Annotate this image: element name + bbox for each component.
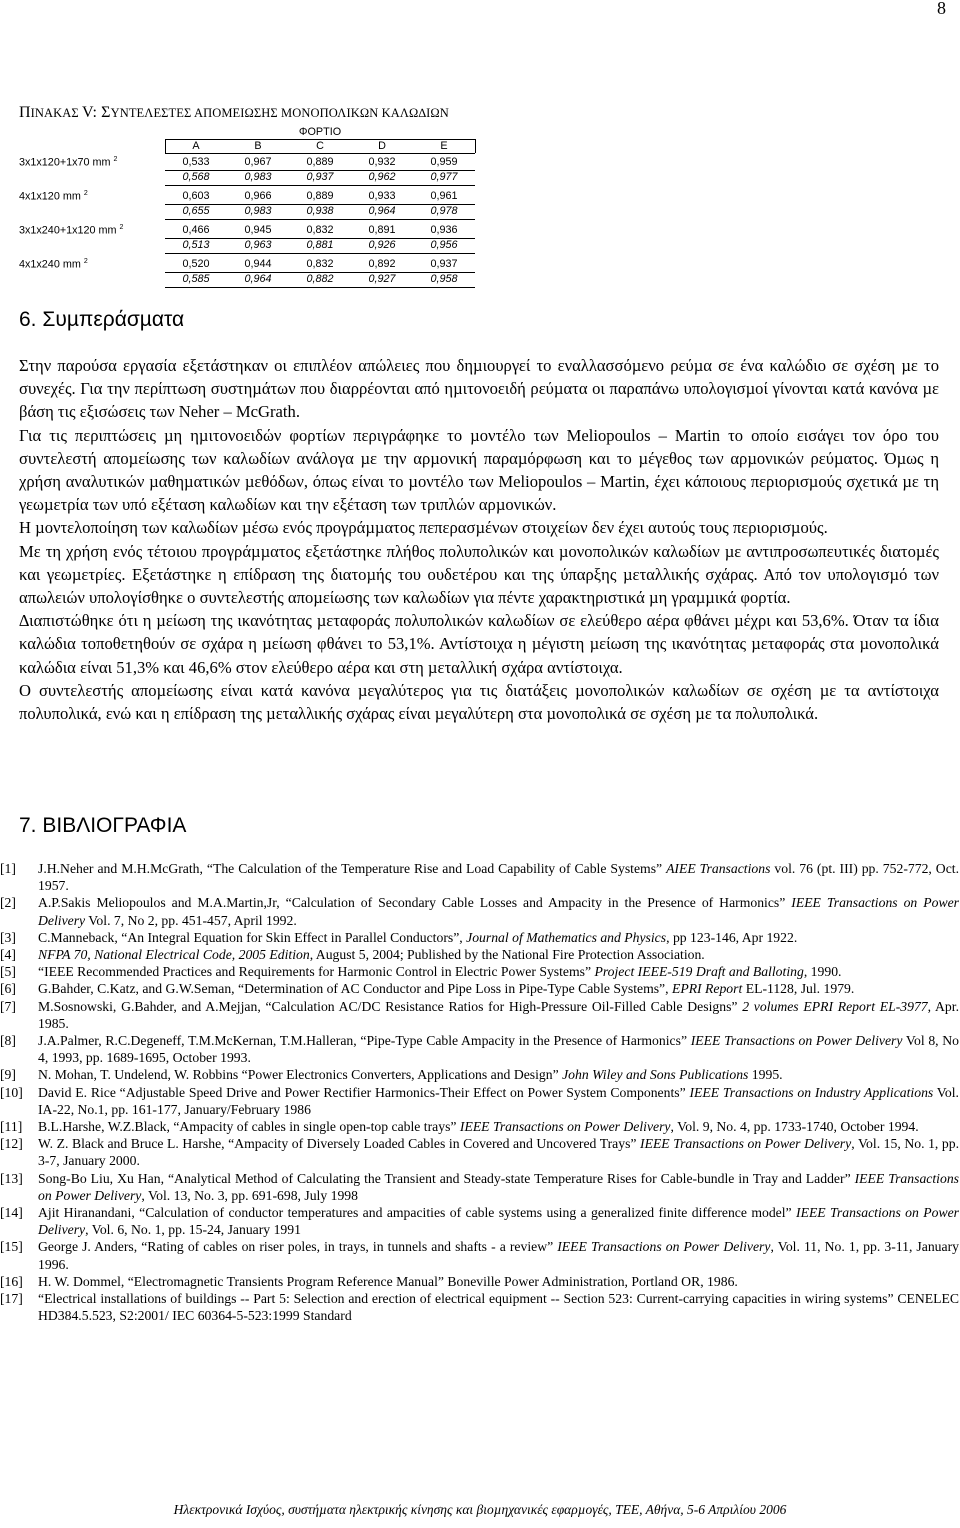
table-cell: 0,603 xyxy=(182,190,210,202)
reference-number: [1] xyxy=(0,861,16,876)
table-cell: 0,832 xyxy=(306,224,334,236)
reference-source: John Wiley and Sons Publications xyxy=(562,1067,749,1083)
table-cell: 0,533 xyxy=(182,156,210,168)
table-title-part: ΙΝΑΚΑΣ xyxy=(30,106,83,120)
table-cell-italic: 0,956 xyxy=(430,239,458,251)
table-cell: 0,945 xyxy=(244,224,272,236)
reference-source: IEEE Transactions on Power Delivery xyxy=(690,1033,903,1049)
reference-source: IEEE Transactions on Power Delivery xyxy=(38,895,959,928)
reference-details: , Vol. 11, No. 1, pp. 3-11, January 1996. xyxy=(38,1239,960,1272)
reference-source: 2 volumes EPRI Report EL-3977 xyxy=(742,998,928,1014)
table-cell-italic: 0,568 xyxy=(182,171,210,183)
table-title-part: V: Σ xyxy=(82,104,111,121)
reference-text: “Electrical installations of buildings -- Part 5: Selection and erection of electrical equipment -- Section 523: Current-carrying capacities in wiring systems” CENELEC HD384.5.523, S2:2001/ IEC 60364-5-523:1999 Standard xyxy=(38,1291,959,1324)
table-column-header: D xyxy=(378,140,386,152)
reference-details: , pp 123-146, Apr 1922. xyxy=(666,929,798,945)
reference-number: [5] xyxy=(0,964,16,980)
table-cell: 0,933 xyxy=(368,190,396,202)
table-cell: 0,832 xyxy=(306,258,334,270)
table-cell-italic: 0,513 xyxy=(182,239,210,251)
table-cell-italic: 0,938 xyxy=(306,205,334,217)
reference-source: EPRI Report xyxy=(671,981,743,997)
table-row-label xyxy=(19,258,88,271)
reference-number: [7] xyxy=(0,998,16,1014)
table-rule xyxy=(165,219,475,220)
reference-text: N. Mohan, T. Undelend, W. Robbins “Power Electronics Converters, Applications and Design” xyxy=(38,1067,563,1083)
reference-details: , Vol. 9, No. 4, pp. 1733-1740, October 1994. xyxy=(670,1119,919,1135)
reference-source: IEEE Transactions on Power Delivery xyxy=(38,1205,959,1238)
table-cell-italic: 0,881 xyxy=(306,239,334,251)
reference-number: [2] xyxy=(0,895,16,911)
reference-text: G.Bahder, C.Katz, and G.W.Seman, “Determination of AC Conductor and Pipe Loss in Pipe-Type Cable Systems”, xyxy=(38,981,672,997)
body-paragraph: Ο συντελεστής αποµείωσης είναι κατά κανόνα µεγαλύτερος για τις διατάξεις µονοπολικών καλωδίων σε σχέση µε τα αντίστοιχα πολυπολικά, ενώ και η επίδραση της µεταλλικής σχάρας είναι µεγαλύτερη στα µονοπολικά σε σχέση µε τα πολυπολικά. xyxy=(19,680,939,724)
reference-item xyxy=(0,1066,959,1083)
reference-text: “IEEE Recommended Practices and Requirements for Harmonic Control in Electric Power Systems” xyxy=(38,964,595,980)
reference-number: [17] xyxy=(0,1291,23,1307)
reference-text: A.P.Sakis Meliopoulos and M.A.Martin,Jr, “Calculation of Secondary Cable Losses and Ampacity in the Presence of Harmonics” xyxy=(38,895,792,911)
body-paragraph: Για τις περιπτώσεις µη ηµιτονοειδών φορτίων περιγράφηκε το µοντέλο των Meliopoulos – Martin το οποίο εισάγει τον όρο του συντελεστή αποµείωσης των καλωδίων ανάλογα µε την αρµονική παραµόρφωση και το µέγεθος των αρµονικών ρεύµατος. Όµως η χρήση αναλυτικών µαθηµατικών µεθόδων, όπως είναι το µοντέλο των Meliopoulos – Martin, έχει κάποιους περιορισµούς σχετικά µε τη γεωµετρία των υπό εξέταση καλωδίων και την εξέταση των τριπλών αρµονικών. xyxy=(19,425,939,515)
table-row-label xyxy=(19,190,88,203)
reference-source: Project IEEE-519 Draft and Balloting xyxy=(594,964,804,980)
reference-text: W. Z. Black and Bruce L. Harshe, “Ampacity of Diversely Loaded Cables in Covered and Uncovered Trays” xyxy=(38,1136,641,1152)
reference-text: Ajit Hiranandani, “Calculation of conductor temperatures and ampacities of cable systems using a generalized finite difference model” xyxy=(38,1205,797,1221)
reference-details: Vol 8, No 4, 1993, pp. 1689-1695, October 1993. xyxy=(38,1033,960,1066)
reference-source: IEEE Transactions on Industry Applications xyxy=(689,1084,934,1100)
row-label-superscript: 2 xyxy=(119,224,124,231)
body-paragraph: ∆ιαπιστώθηκε ότι η µείωση της ικανότητας µεταφοράς πολυπολικών καλωδίων σε ελεύθερο αέρα φθάνει µέχρι και 53,6%. Όταν τα ίδια καλώδια τοποθετηθούν σε σχάρα η µείωση φθάνει το 53,1%. Αντίστοιχα η µέγιστη µείωση της ικανότητας µεταφοράς στα µονοπολικά καλώδια είναι 51,3% και 46,6% στον ελεύθερο αέρα και στη µεταλλική σχάρα αντίστοιχα. xyxy=(19,611,939,677)
row-label-text: 3x1x120+1x70 mm xyxy=(19,156,111,169)
table-cell: 0,961 xyxy=(430,190,458,202)
table-cell: 0,966 xyxy=(244,190,272,202)
table-rule xyxy=(165,272,475,273)
table-cell: 0,937 xyxy=(430,258,458,270)
reference-item xyxy=(0,1238,960,1272)
section-6-heading: 6. Συµπεράσµατα xyxy=(19,308,185,331)
table-cell-italic: 0,983 xyxy=(244,171,272,183)
reference-text: B.L.Harshe, W.Z.Black, “Ampacity of cables in single open-top cable trays” xyxy=(38,1119,460,1135)
table-cell: 0,520 xyxy=(182,258,210,270)
reference-item xyxy=(0,1170,959,1204)
reference-text: David E. Rice “Adjustable Speed Drive and Power Rectifier Harmonics-Their Effect on Power System Components” xyxy=(38,1084,690,1100)
table-cell: 0,889 xyxy=(306,156,334,168)
section-6-body xyxy=(19,354,939,725)
reference-details: 1995. xyxy=(748,1067,783,1083)
table-cell-italic: 0,964 xyxy=(368,205,396,217)
reference-details: , Vol. 6, No. 1, pp. 15-24, January 1991 xyxy=(85,1222,301,1238)
table-cell: 0,892 xyxy=(368,258,396,270)
page-footer: Ηλεκτρονικά Ισχύος, συστήµατα ηλεκτρικής κίνησης και βιοµηχανικές εφαρµογές, ΤΕΕ, Αθήνα, 5-6 Απριλίου 2006 xyxy=(173,1502,787,1517)
reference-item xyxy=(0,963,959,980)
reference-number: [3] xyxy=(0,929,16,945)
reference-text: C.Manneback, “An Integral Equation for Skin Effect in Parallel Conductors”, xyxy=(38,929,467,945)
table-row-label xyxy=(19,224,123,237)
table-rule xyxy=(165,185,475,186)
reference-text: George J. Anders, “Rating of cables on riser poles, in trays, in tunnels and shafts - a review” xyxy=(38,1239,558,1255)
reference-details: vol. 76 (pt. III) pp. 752-772, Oct. 1957. xyxy=(38,861,959,894)
section-7-heading: 7. ΒΙΒΛΙΟΓΡΑΦΙΑ xyxy=(19,814,187,837)
table-cell-italic: 0,882 xyxy=(306,273,334,285)
reference-number: [9] xyxy=(0,1067,16,1083)
body-paragraph: Στην παρούσα εργασία εξετάστηκαν οι επιπλέον απώλειες που δηµιουργεί το εναλλασσόµενο ρεύµα σε ένα καλώδιο σε σχέση µε το συνεχές. Για την περίπτωση συστηµάτων που διαρρέονται από ηµιτονοειδή ρεύµατα οι παραπάνω υπολογισµοί γίνονται κατά κανόνα µε βάση τις εξισώσεις των Neher – McGrath. xyxy=(19,356,939,422)
table-cell-italic: 0,927 xyxy=(368,273,396,285)
reference-source: IEEE Transactions on Power Delivery xyxy=(459,1119,671,1135)
body-paragraph: Η µοντελοποίηση των καλωδίων µέσω ενός προγράµµατος πεπερασµένων στοιχείων δεν έχει αυτούς τους περιορισµούς. xyxy=(19,518,828,538)
table-column-header: A xyxy=(192,140,200,152)
table-cell: 0,936 xyxy=(430,224,458,236)
reference-item xyxy=(0,860,959,894)
reference-number: [10] xyxy=(0,1084,23,1100)
table-cell-italic: 0,978 xyxy=(430,205,458,217)
reference-number: [16] xyxy=(0,1273,23,1289)
reference-details: , Vol. 15, No. 1, pp. 3-7, January 2000. xyxy=(38,1136,960,1169)
reference-item xyxy=(0,1084,959,1118)
table-column-header: B xyxy=(254,140,262,152)
row-label-text: 4x1x120 mm xyxy=(19,190,81,203)
reference-source: Journal of Mathematics and Physics xyxy=(466,929,667,945)
reference-details: , Apr. 1985. xyxy=(38,998,959,1031)
reference-details: EL-1128, Jul. 1979. xyxy=(742,981,855,997)
reference-number: [12] xyxy=(0,1136,23,1152)
row-label-superscript: 2 xyxy=(113,156,118,163)
reference-text: H. W. Dommel, “Electromagnetic Transients Program Reference Manual” Boneville Power Administration, Portland OR, 1986. xyxy=(38,1273,738,1289)
table-cell: 0,889 xyxy=(306,190,334,202)
reference-number: [6] xyxy=(0,981,16,997)
body-paragraph: Με τη χρήση ενός τέτοιου προγράµµατος εξετάστηκε πλήθος πολυπολικών και µονοπολικών καλωδίων µε αντιπροσωπευτικές διατοµές και γεωµετρίες. Εξετάστηκε η επίδραση της διατοµής του ουδετέρου και της ύπαρξης µεταλλικής σχάρας. Από τον υπολογισµό των απωλειών υπολογίσθηκε ο συντελεστής αποµείωσης των καλωδίων για πέντε χαρακτηριστικά µη γραµµικά φορτία. xyxy=(19,541,939,608)
row-label-text: 3x1x240+1x120 mm xyxy=(19,224,117,237)
table-rule xyxy=(165,204,475,205)
reference-number: [11] xyxy=(0,1119,23,1135)
reference-item xyxy=(0,1118,959,1135)
reference-details: , Vol. 13, No. 3, pp. 691-698, July 1998 xyxy=(141,1187,358,1203)
reference-item xyxy=(0,1204,959,1238)
table-cell-italic: 0,962 xyxy=(368,171,396,183)
reference-text: Song-Bo Liu, Xu Han, “Analytical Method of Calculating the Transient and Steady-state Temperature Rises for Cable-bundle in Tray and Ladder” xyxy=(38,1170,855,1186)
reference-number: [14] xyxy=(0,1205,23,1221)
reference-item xyxy=(0,1290,959,1324)
reference-number: [13] xyxy=(0,1170,23,1186)
table-title xyxy=(19,104,449,122)
reference-item xyxy=(0,980,959,997)
reference-item xyxy=(0,946,959,963)
table-rule xyxy=(165,170,475,171)
table-cell: 0,944 xyxy=(244,258,272,270)
table-rule xyxy=(165,238,475,239)
reference-number: [8] xyxy=(0,1033,16,1049)
table-row-label xyxy=(19,156,117,169)
reference-source: AIEE Transactions xyxy=(666,861,771,876)
reference-source: NFPA 70, National Electrical Code, 2005 Edition xyxy=(38,947,310,963)
table-cell-italic: 0,964 xyxy=(244,273,272,285)
reference-item xyxy=(0,1032,960,1066)
table-cell: 0,967 xyxy=(244,156,272,168)
reference-item xyxy=(0,1273,959,1290)
table-title-part: Π xyxy=(19,104,31,121)
reference-source: IEEE Transactions on Power Delivery xyxy=(38,1170,959,1203)
table-group-header: ΦΟΡΤΙΟ xyxy=(298,126,342,138)
row-label-superscript: 2 xyxy=(83,190,88,197)
table-cell-italic: 0,926 xyxy=(368,239,396,251)
table-column-header: E xyxy=(440,140,448,152)
reference-source: IEEE Transactions on Power Delivery xyxy=(640,1136,852,1152)
reference-source: IEEE Transactions on Power Delivery xyxy=(557,1239,771,1255)
table-cell: 0,932 xyxy=(368,156,396,168)
reference-item xyxy=(0,929,959,946)
row-label-text: 4x1x240 mm xyxy=(19,258,81,271)
table-cell-italic: 0,585 xyxy=(182,273,210,285)
page-number: 8 xyxy=(937,0,946,18)
reference-details: , August 5, 2004; Published by the National Fire Protection Association. xyxy=(309,947,705,963)
references-list xyxy=(0,860,960,1324)
reference-item xyxy=(0,998,959,1032)
reference-text: J.H.Neher and M.H.McGrath, “The Calculation of the Temperature Rise and Load Capability of Cable Systems” xyxy=(38,861,667,876)
table-cell-italic: 0,977 xyxy=(430,171,458,183)
reference-number: [4] xyxy=(0,947,16,963)
row-label-superscript: 2 xyxy=(83,258,88,265)
reference-item xyxy=(0,1135,960,1169)
table-rule xyxy=(165,287,475,288)
table-cell-italic: 0,983 xyxy=(244,205,272,217)
reference-details: Vol. 7, No 2, pp. 451-457, April 1992. xyxy=(85,912,297,928)
table-cell-italic: 0,937 xyxy=(306,171,334,183)
table-cell: 0,959 xyxy=(430,156,458,168)
reference-number: [15] xyxy=(0,1239,23,1255)
reference-details: , 1990. xyxy=(803,964,842,980)
table-cell-italic: 0,655 xyxy=(182,205,210,217)
table-cell-italic: 0,958 xyxy=(430,273,458,285)
table-title-part: ΥΝΤΕΛΕΣΤΕΣ ΑΠΟΜΕΙΩΣΗΣ ΜΟΝΟΠΟΛΙΚΩΝ ΚΑΛΩ∆ΙΩΝ xyxy=(110,106,449,120)
reference-details: Vol. IA-22, No.1, pp. 161-177, January/February 1986 xyxy=(38,1084,959,1117)
table-cell: 0,466 xyxy=(182,224,210,236)
reference-text: J.A.Palmer, R.C.Degeneff, T.M.McKernan, T.M.Halleran, “Pipe-Type Cable Ampacity in the Presence of Harmonics” xyxy=(38,1033,691,1049)
table-rule xyxy=(165,253,475,254)
table-rule xyxy=(475,139,476,153)
table-rule xyxy=(165,153,475,154)
table-column-header: C xyxy=(316,140,324,152)
table-cell: 0,891 xyxy=(368,224,396,236)
reference-text: M.Sosnowski, G.Bahder, and A.Mejjan, “Calculation AC/DC Resistance Ratios for High-Pressure Oil-Filled Cable Designs” xyxy=(38,998,743,1014)
reference-item xyxy=(0,894,959,928)
table-cell-italic: 0,963 xyxy=(244,239,272,251)
